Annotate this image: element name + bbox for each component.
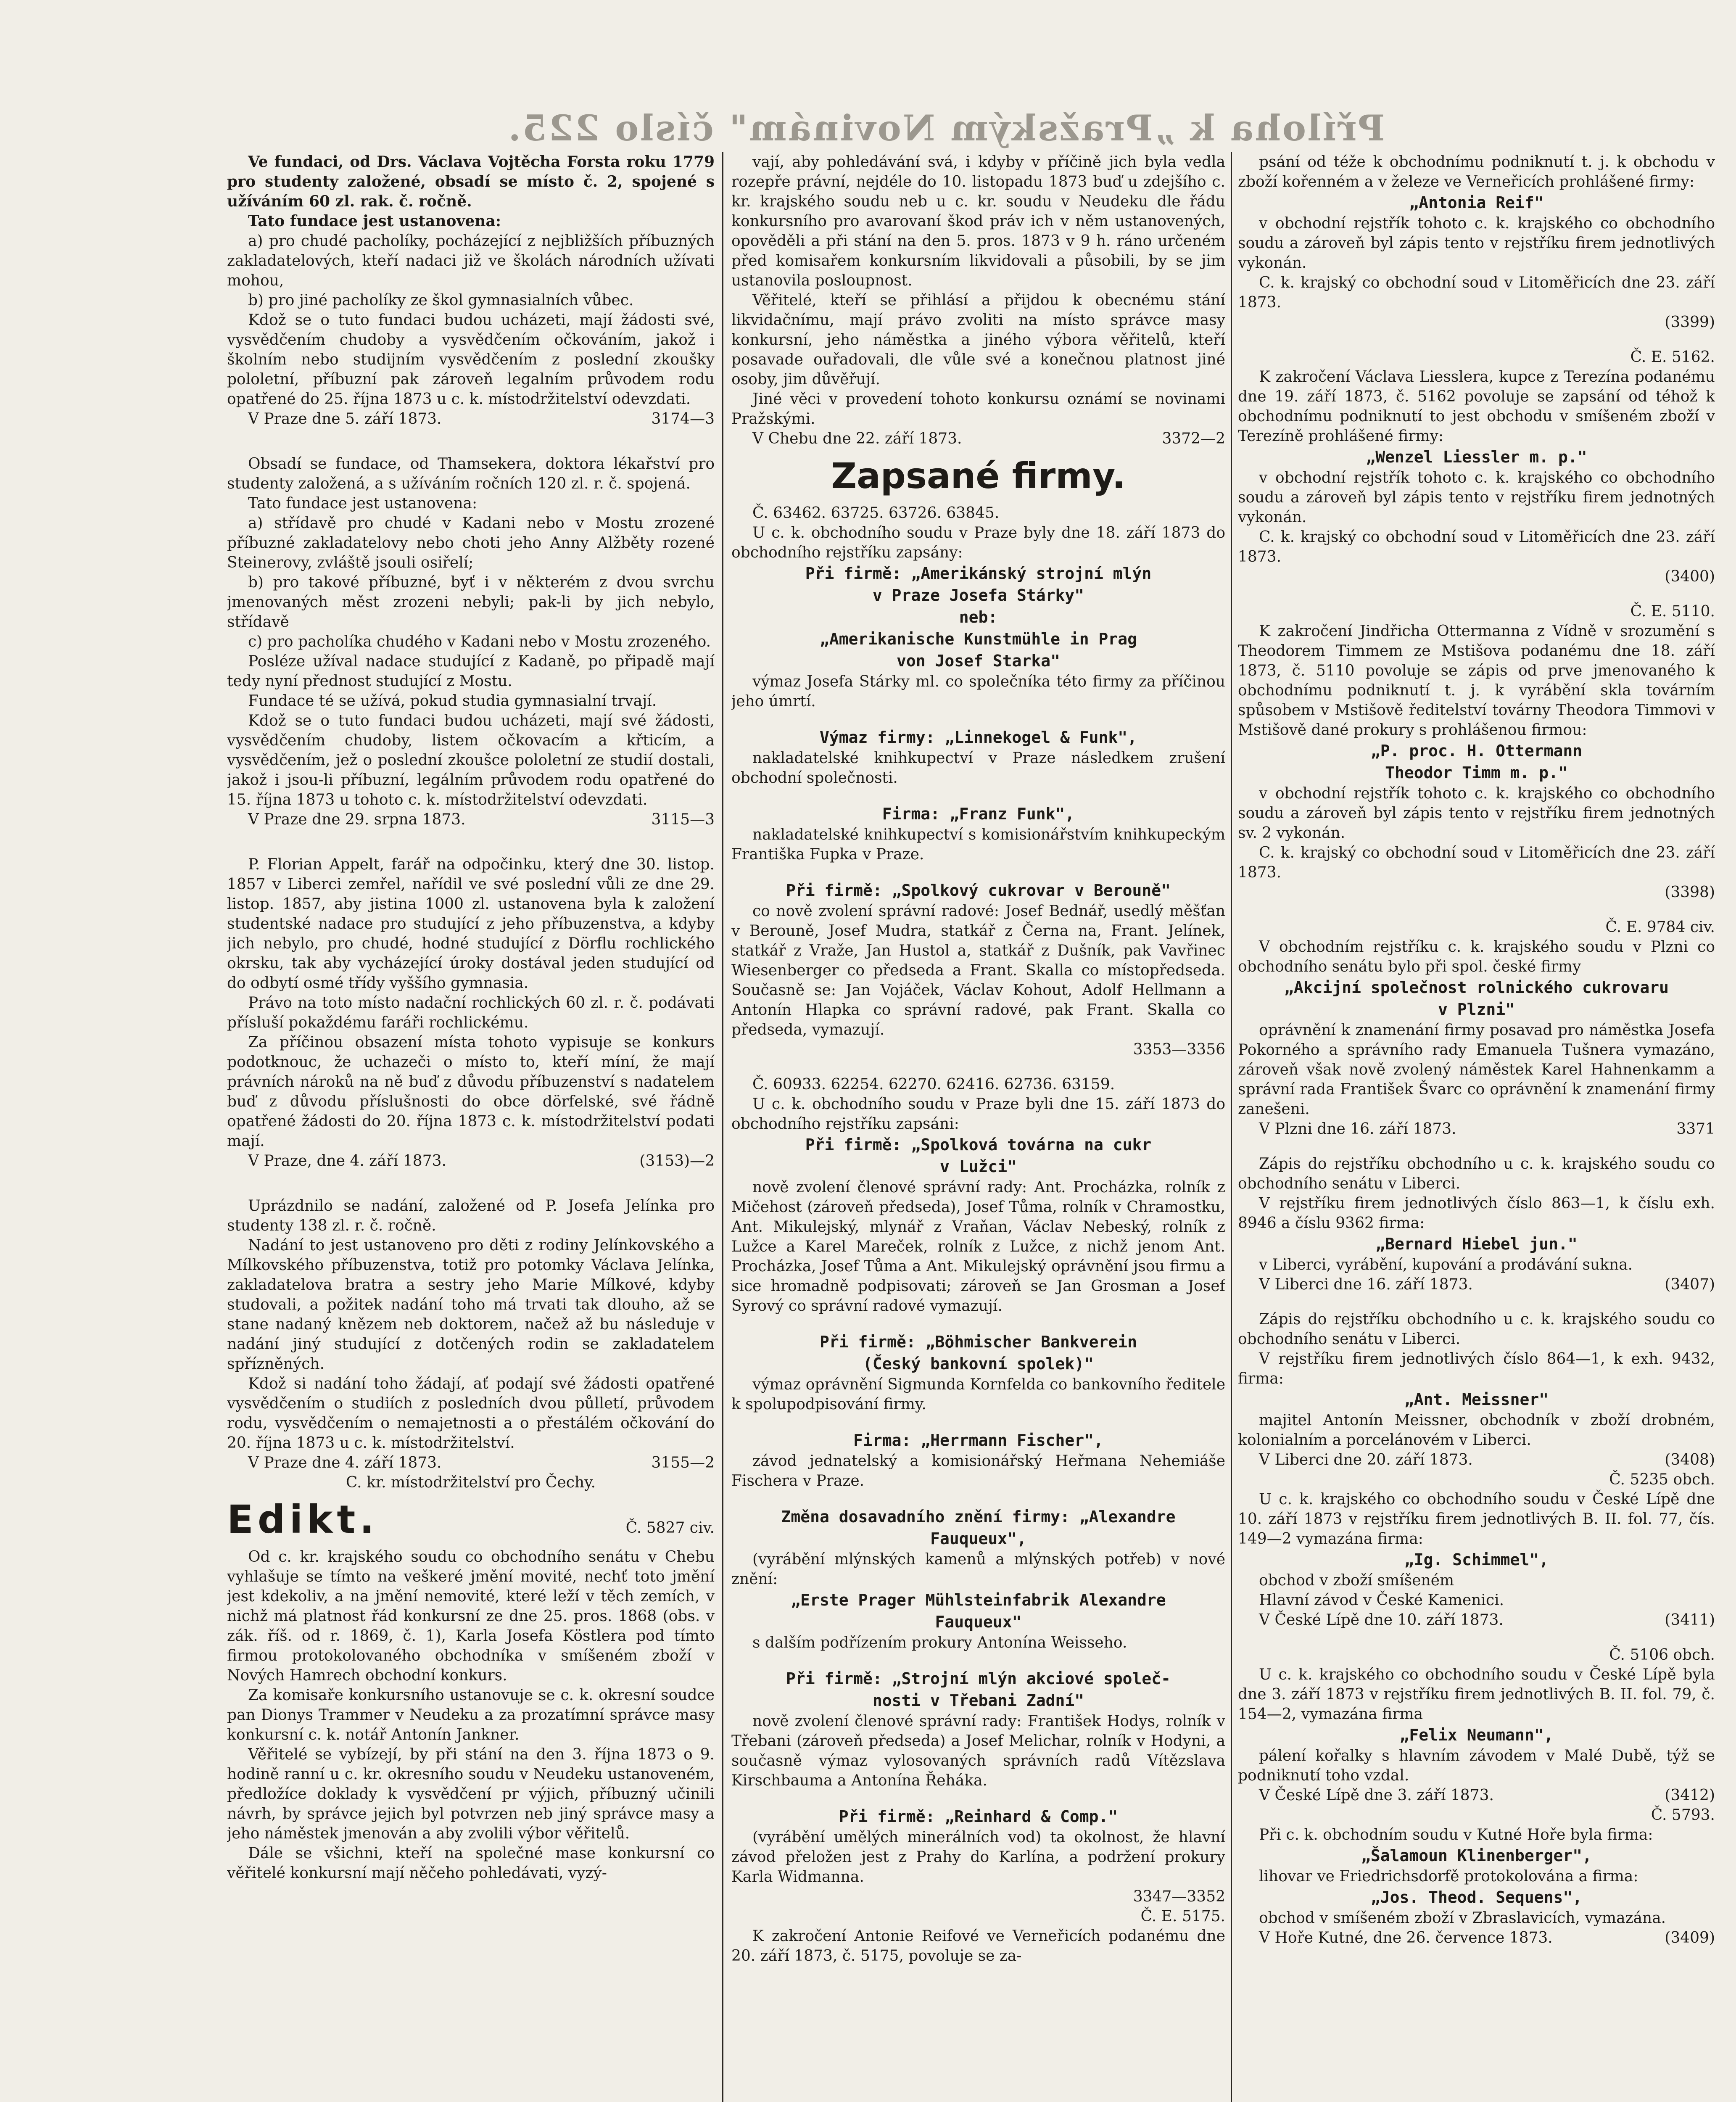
notice-signature: [227, 1151, 715, 1171]
firm-name: nosti v Třebani Zadní": [872, 1691, 1084, 1710]
notice-paragraph: V obchodním rejstříku c. k. krajského soudu v Plzni co obchodního senátu bylo při spol. české firmy: [1238, 938, 1715, 975]
register-number: Č. 63462. 63725. 63726. 63845.: [752, 504, 1000, 522]
notice-paragraph: Kdož se o tuto fundaci budou ucházeti, mají žádosti své, vysvědčením chudoby a vysvědčením očkováním, jakož i školním nebo studijním vysvědčením z poslední zkoušky pololetní, příbuzní pak zároveň legalním průvodem rodu opatřené do 25. října 1873 u c. k. místodržitelství odevzdati.: [227, 312, 715, 408]
notice-date: V Praze dne 5. září 1873.: [248, 410, 442, 428]
notice-date: V Praze dne 29. srpna 1873.: [248, 811, 466, 828]
notice-paragraph: b) pro jiné pacholíky ze škol gymnasialních vůbec.: [248, 292, 634, 309]
notice-number: 3353—3356: [1133, 1041, 1225, 1058]
notice-signature: [1238, 1785, 1715, 1805]
register-number: Č. 5106 obch.: [1609, 1646, 1715, 1664]
firm-name: von Josef Starka": [897, 652, 1060, 670]
notice-paragraph: závod jednatelský a komisionářský Heřmana Nehemiáše Fischera v Praze.: [731, 1452, 1225, 1489]
notice-paragraph: výmaz oprávnění Sigmunda Kornfelda co bankovního ředitele k spolupodpisování firmy.: [731, 1376, 1225, 1413]
notice-paragraph: C. k. krajský co obchodní soud v Litoměřicích dne 23. září 1873.: [1238, 844, 1715, 881]
register-number: Č. E. 5162.: [1630, 349, 1715, 366]
notice-paragraph: Zápis do rejstříku obchodního u c. k. krajského soudu co obchodního senátu v Liberci.: [1238, 1155, 1715, 1192]
notice-number: 3371: [1676, 1120, 1715, 1138]
notice-paragraph: Tato fundace jest ustanovena:: [248, 212, 501, 230]
notice-signature: [1238, 1928, 1715, 1948]
notice-date: V České Lípě dne 10. září 1873.: [1259, 1611, 1504, 1629]
notice-date: V Praze, dne 4. září 1873.: [248, 1152, 446, 1170]
firm-name: „Ig. Schimmel",: [1404, 1550, 1549, 1569]
column-2: [731, 152, 1225, 2102]
firm-name: „P. proc. H. Ottermann: [1370, 742, 1583, 760]
notice-paragraph: Věřitelé, kteří se přihlásí a přijdou k obecnému stání likvidačnímu, mají právo zvoliti na místo správce masy konkursní, jeho náměstka a jiného výbora věřitelů, kteří posavade ouřadovali, dle vůle své a konečnou platnost jiné osoby, jim důvěřují.: [731, 292, 1225, 388]
notice-paragraph: V rejstříku firem jednotlivých číslo 863—1, k číslu exh. 8946 a číslu 9362 firma:: [1238, 1195, 1715, 1232]
register-number: Č. 5793.: [1651, 1806, 1715, 1824]
register-number: Č. E. 9784 civ.: [1605, 919, 1715, 936]
edikt-number: Č. 5827 civ.: [625, 1519, 715, 1537]
notice-number: 3372—2: [1162, 430, 1225, 447]
notice-paragraph: Ve fundaci, od Drs. Václava Vojtěcha Forsta roku 1779 pro studenty založené, obsadí se místo č. 2, spojené s užíváním 60 zl. rak. č. ročně.: [227, 153, 715, 210]
notice-paragraph: (vyrábění mlýnských kamenů a mlýnských potřeb) v nové znění:: [731, 1551, 1225, 1588]
firm-name: Změna dosavadního znění firmy: „Alexandre: [781, 1508, 1176, 1526]
notice-signature: [227, 409, 715, 429]
firm-name: Fauqueux",: [930, 1529, 1026, 1548]
firm-name: „Felix Neumann",: [1399, 1726, 1554, 1744]
notice-signature: [731, 429, 1225, 449]
notice-paragraph: Při c. k. obchodním soudu v Kutné Hoře byla firma:: [1259, 1826, 1653, 1843]
notice-paragraph: v Liberci, vyrábění, kupování a prodávání sukna.: [1259, 1256, 1633, 1273]
notice-number: (3398): [1665, 884, 1715, 901]
firm-name: Při firmě: „Spolková továrna na cukr: [805, 1136, 1152, 1154]
notice-paragraph: v obchodní rejstřík tohoto c. k. krajského co obchodního soudu a zároveň byl zápis tento v rejstříku firem jednotných vykonán.: [1238, 469, 1715, 526]
notice-paragraph: a) střídavě pro chudé v Kadani nebo v Mostu zrozené příbuzné zakladatelovy nebo choti jeho Anny Alžběty rozené Steinerovy, zvláště jsouli osiřelí;: [227, 515, 715, 571]
notice-signature: [227, 810, 715, 829]
column-1: [227, 152, 715, 2102]
notice-paragraph: obchod v smíšeném zboží v Zbraslavicích, vymazána.: [1259, 1909, 1666, 1927]
notice-paragraph: v obchodní rejstřík tohoto c. k. krajského co obchodního soudu a zároveň byl zápis tento v rejstříku firem jednotlivých vykonán.: [1238, 215, 1715, 272]
notice-paragraph: (vyrábění umělých minerálních vod) ta okolnost, že hlavní závod přeložen jest z Prahy do Karlína, a podržení prokury Karla Widmanna.: [731, 1829, 1225, 1885]
notice-paragraph: Právo na toto místo nadační rochlických 60 zl. r. č. podávati přísluší pokaždému faráři rochlickému.: [227, 994, 715, 1031]
notice-paragraph: c) pro pacholíka chudého v Kadani nebo v Mostu zrozeného.: [248, 633, 711, 650]
notice-paragraph: Fundace té se užívá, pokud studia gymnasialní trvají.: [248, 692, 657, 710]
register-number: Č. E. 5110.: [1630, 603, 1715, 620]
notice-paragraph: psání od téže k obchodnímu podniknutí t. j. k obchodu v zboží kořenném a v železe ve Verneřicích prohlášené firmy:: [1238, 153, 1715, 190]
notice-paragraph: K zakročení Antonie Reifové ve Verneřicích podanému dne 20. září 1873, č. 5175, povoluje se za-: [731, 1928, 1225, 1965]
firm-name: Při firmě: „Reinhard & Comp.": [839, 1807, 1118, 1826]
firm-name: v Lužci": [939, 1157, 1017, 1176]
firm-name: Výmaz firmy: „Linnekogel & Funk",: [820, 728, 1137, 747]
notice-number: (3409): [1665, 1929, 1715, 1946]
notice-paragraph: Kdož si nadání toho žádají, ať podají své žádosti opatřené vysvědčením o studiích z posledních dvou půlletí, průvodem rodu, vysvědčením o nemajetnosti a o přestálém očkování do 20. října 1873 u c. k. místodržitelství.: [227, 1375, 715, 1452]
notice-paragraph: U c. k. krajského co obchodního soudu v České Lípě byla dne 3. září 1873 v rejstříku firem jednotlivých B. II. fol. 79, č. 154—2, vymazána firma: [1238, 1666, 1715, 1723]
notice-paragraph: Posléze užíval nadace studující z Kadaně, po připadě mají tedy nyní přednost studující z Mostu.: [227, 653, 715, 690]
notice-number: 3115—3: [651, 811, 715, 828]
firm-name: „Erste Prager Mühlsteinfabrik Alexandre: [791, 1591, 1166, 1609]
firm-name: Fauqueux": [935, 1613, 1022, 1631]
notice-paragraph: C. k. krajský co obchodní soud v Litoměřicích dne 23. září 1873.: [1238, 274, 1715, 311]
notice-date: V Hoře Kutné, dne 26. července 1873.: [1259, 1929, 1553, 1946]
notice-paragraph: K zakročení Jindřicha Ottermanna z Vídně v srozumění s Theodorem Timmem ze Mstišova podanému dne 18. září 1873, č. 5110 povoluje se zápis od prve jmenovaného k obchodnímu podniknutí t. j. k vyrábění skla továrním spůsobem v Mstišově ředitelství továrny Theodora Timmovi v Mstišově dané prokury s prohlášenou firmou:: [1238, 623, 1715, 739]
firm-name: „Amerikanische Kunstmühle in Prag: [820, 630, 1137, 648]
notice-date: V Liberci dne 16. září 1873.: [1259, 1276, 1473, 1293]
notice-paragraph: Obsadí se fundace, od Thamsekera, doktora lékařství pro studenty založená, a s užíváním ročních 120 zl. r. č. spojená.: [227, 455, 715, 492]
notice-number: 3174—3: [651, 410, 715, 428]
notice-paragraph: Od c. kr. krajského soudu co obchodního senátu v Chebu vyhlašuje se tímto na veškeré jmění movité, nechť toto jmění jest kdekoliv, a na jmění nemovité, které leží v těch zemích, v nichž má platnost řád konkursní ze dne 25. pros. 1868 (obs. v zák. říš. od r. 1869, č. 1), Karla Josefa Köstlera pod tímto firmou protokolovaného obchodníka v smíšeném zboží v Nových Hamrech obchodní konkurs.: [227, 1548, 715, 1684]
firm-name: „Jos. Theod. Sequens",: [1370, 1888, 1583, 1907]
notice-paragraph: b) pro takové příbuzné, byť i v některém z dvou svrchu jmenovaných měst zrozeni nebyli; pak-li by jich nebylo, střídavě: [227, 574, 715, 631]
firm-name: „Ant. Meissner": [1404, 1390, 1549, 1409]
register-number: Č. E. 5175.: [1140, 1908, 1225, 1925]
notice-paragraph: K zakročení Václava Liesslera, kupce z Terezína podanému dne 19. září 1873, č. 5162 povoluje se zapsání od téhož k obchodnímu podniknutí to jest obchodu v smíšeném zboží v Terezíně prohlášené firmy:: [1238, 368, 1715, 445]
notice-paragraph: s dalším podřízením prokury Antonína Weisseho.: [752, 1634, 1127, 1651]
notice-paragraph: Zápis do rejstříku obchodního u c. k. krajského soudu co obchodního senátu v Liberci.: [1238, 1311, 1715, 1348]
notice-signature: [1238, 1119, 1715, 1139]
notice-paragraph: Hlavní závod v České Kamenici.: [1259, 1592, 1504, 1609]
notice-paragraph: U c. k. obchodního soudu v Praze byly dne 18. září 1873 do obchodního rejstříku zapsány:: [731, 524, 1225, 561]
notice-date: V České Lípě dne 3. září 1873.: [1259, 1787, 1494, 1804]
firm-name: Při firmě: „Spolkový cukrovar v Berouně": [786, 881, 1171, 900]
notice-paragraph: Nadání to jest ustanoveno pro děti z rodiny Jelínkovského a Mílkovského příbuzenstva, totiž pro potomky Václava Jelínka, zakladatelova bratra a sestry jeho Marie Mílkové, kdyby studovali, a požitek nadání toho má trvati tak dlouho, až se stane nadaný knězem neb doktorem, načež až bu následuje v nadání jiný studující z dotčených rodin se zakladatelem spřízněných.: [227, 1237, 715, 1373]
register-number: Č. 5235 obch.: [1609, 1471, 1715, 1488]
notice-paragraph: majitel Antonín Meissner, obchodník v zboží drobném, kolonialním a porcelánovém v Liberci.: [1238, 1412, 1715, 1449]
issuing-office: C. kr. místodržitelství pro Čechy.: [346, 1474, 596, 1491]
notice-paragraph: co nově zvolení správní radové: Josef Bednář, usedlý měšťan v Berouně, Josef Mudra, statkář z Černa na, Frant. Jelínek, statkář z Vraže, Jan Hustol a, statkář z Dušník, pak Vavřinec Wiesenberger co předseda a Frant. Skalla co místopředseda. Současně se: Jan Vojáček, Václav Kohout, Adolf Hellmann a Antonín Hlapka co správní radové, pak Frant. Skalla co předseda, vymazují.: [731, 903, 1225, 1038]
notice-paragraph: nakladatelské knihkupectví s komisionářstvím knihkupeckým Františka Fupka v Praze.: [731, 826, 1225, 863]
notice-paragraph: vají, aby pohledávání svá, i kdyby v příčině jich byla vedla rozepře právní, nejdéle do 10. listopadu 1873 buď u zdejšího c. kr. krajského soudu neb u c. kr. soudu v Neudeku dle řádu konkursního pro avarovaní škod práv ich v něm ustanovených, opověděli a při stání na den 5. pros. 1873 v 9 h. ráno určeném před komisařem konkursním likvidovali a působili, by se jim ustanovila posloupnost.: [731, 153, 1225, 289]
notice-signature: [1238, 1450, 1715, 1470]
notice-number: (3399): [1665, 314, 1715, 331]
firm-name: neb:: [959, 608, 998, 626]
notice-paragraph: a) pro chudé pacholíky, pocházející z nejbližších příbuzných zakladatelových, kteří nadaci již ve školách národních užívati mohou,: [227, 232, 715, 289]
notice-number: (3408): [1665, 1451, 1715, 1468]
notice-number: 3347—3352: [1133, 1888, 1225, 1905]
edikt-heading: [227, 1492, 715, 1547]
notice-paragraph: lihovar ve Friedrichsdorfě protokolována a firma:: [1259, 1868, 1638, 1885]
register-number: Č. 60933. 62254. 62270. 62416. 62736. 63159.: [752, 1076, 1115, 1093]
notice-date: V Plzni dne 16. září 1873.: [1259, 1120, 1456, 1138]
notice-number: (3411): [1665, 1611, 1715, 1629]
firm-name: „Šalamoun Klinenberger",: [1361, 1846, 1592, 1865]
notice-paragraph: Jiné věci v provedení tohoto konkursu oznámí se novinami Pražskými.: [731, 391, 1225, 428]
notice-paragraph: oprávnění k znamenání firmy posavad pro náměstka Josefa Pokorného a správního rady Emanuela Tušnera vymazáno, zároveň však nově zvolený náměstek Karel Hahnenkamm a správní rada František Švarc co oprávnění k znamenání firmy zanešeni.: [1238, 1022, 1715, 1118]
notice-paragraph: V rejstříku firem jednotlivých číslo 864—1, k exh. 9432, firma:: [1238, 1350, 1715, 1387]
firm-name: „Akcijní společnost rolnického cukrovaru: [1284, 978, 1669, 997]
notice-paragraph: pálení kořalky s hlavním závodem v Malé Dubě, týž se podniknutí toho vzdal.: [1238, 1747, 1715, 1784]
notice-number: (3412): [1665, 1787, 1715, 1804]
firm-name: v Praze Josefa Stárky": [872, 586, 1084, 605]
notice-paragraph: výmaz Josefa Stárky ml. co společníka této firmy za příčinou jeho úmrtí.: [731, 673, 1225, 710]
notice-paragraph: nakladatelské knihkupectví v Praze následkem zrušení obchodní společnosti.: [731, 750, 1225, 787]
notice-date: V Chebu dne 22. září 1873.: [752, 430, 962, 447]
notice-paragraph: Uprázdnilo se nadání, založené od P. Josefa Jelínka pro studenty 138 zl. r. č. ročně.: [227, 1197, 715, 1234]
notice-number: (3400): [1665, 568, 1715, 585]
notice-paragraph: Tato fundace jest ustanovena:: [248, 495, 478, 512]
firm-name: „Wenzel Liessler m. p.": [1366, 448, 1587, 466]
firm-name: Při firmě: „Amerikánský strojní mlýn: [805, 564, 1152, 583]
notice-paragraph: Kdož se o tuto fundaci budou ucházeti, mají své žádosti, vysvědčením chudoby, listem očkovacím a křticím, a vysvědčením, jež o poslední zkoušce pololetní ze studií dostali, jakož i jsou-li příbuzní, legálním průvodem rodu opatřené do 15. října 1873 u tohoto c. k. místodržitelství odevzdati.: [227, 712, 715, 808]
notice-paragraph: Dále se všichni, kteří na společné mase konkursní co věřitelé konkursní mají něčeho pohledávati, vyzý-: [227, 1845, 715, 1882]
firm-name: Při firmě: „Böhmischer Bankverein: [820, 1333, 1137, 1351]
notice-paragraph: nově zvolení členové správní rady: Ant. Procházka, rolník z Mičehost (zároveň předseda), Josef Tůma, rolník v Chramostku, Ant. Mikulejský, mlynář z Vraňan, Václav Nebeský, rolník z Lužce a Karel Mareček, rolník z Lužce, z nichž jenom Ant. Procházka, Josef Tůma a Ant. Mikulejský oprávnění jsou firmu a sice hromadně podpisovati; zároveň se Jan Grosman a Josef Syrový co správní radové vymazují.: [731, 1179, 1225, 1315]
section-heading: Zapsané firmy.: [831, 455, 1126, 496]
notice-paragraph: Věřitelé se vybízejí, by při stání na den 3. října 1873 o 9. hodině ranní u c. kr. okresního soudu v Neudeku ustanoveném, předložíce doklady k vysvědčení pr výjich, příbuzný učinili návrh, by správce jejich byl potvrzen neb jiný správce masy a jeho náměstek jmenován a aby zvolili výbor věřitelů.: [227, 1746, 715, 1842]
notice-paragraph: P. Florian Appelt, farář na odpočinku, který dne 30. listop. 1857 v Liberci zemřel, nařídil ve své poslední vůli ze dne 29. listop. 1857, aby jistina 1000 zl. ustanovena byla k založení studentské nadace pro studující z jeho příbuzenstva, a kdyby jich nebylo, pro chudé, hodné studující z Dörflu rochlického okrsku, tak aby vycházející úroky dostával jeden studující od do odbytí osmé třídy vyššího gymnasia.: [227, 856, 715, 992]
notice-number: (3407): [1665, 1276, 1715, 1293]
notice-paragraph: U c. k. krajského co obchodního soudu v České Lípě dne 10. září 1873 v rejstříku firem jednotlivých B. II. fol. 77, čís. 149—2 vymazána firma:: [1238, 1491, 1715, 1547]
notice-paragraph: C. k. krajský co obchodní soud v Litoměřicích dne 23. září 1873.: [1238, 528, 1715, 565]
notice-paragraph: Za příčinou obsazení místa tohoto vypisuje se konkurs podotknouc, že uchazeči o místo to, kteří míní, že mají právních nároků na ně buď z důvodu příbuzenství s nadatelem buď z důvodu příslušnosti do obce dörfelské, své řádně opatřené žádosti do 20. října 1873 c. k. místodržitelství podati mají.: [227, 1034, 715, 1150]
notice-paragraph: v obchodní rejstřík tohoto c. k. krajského co obchodního soudu a zároveň byl zápis tento v rejstříku firem jednotných sv. 2 vykonán.: [1238, 785, 1715, 842]
firm-name: Při firmě: „Strojní mlýn akciové společ-: [786, 1669, 1171, 1688]
notice-date: V Praze dne 4. září 1873.: [248, 1454, 442, 1471]
firm-name: „Antonia Reif": [1409, 193, 1544, 212]
edikt-title: Edikt.: [227, 1497, 379, 1542]
firm-name: Firma: „Herrmann Fischer",: [853, 1431, 1103, 1450]
notice-number: 3155—2: [651, 1454, 715, 1471]
notice-signature: [1238, 1275, 1715, 1294]
notice-paragraph: U c. k. obchodního soudu v Praze byli dne 15. září 1873 do obchodního rejstříku zapsáni:: [731, 1096, 1225, 1133]
firm-name: „Bernard Hiebel jun.": [1375, 1235, 1578, 1253]
notice-date: V Liberci dne 20. září 1873.: [1259, 1451, 1473, 1468]
firm-name: Theodor Timm m. p.": [1385, 763, 1568, 782]
notice-paragraph: Za komisaře konkursního ustanovuje se c. k. okresní soudce pan Dionys Trammer v Neudeku a za prozatímní správce masy konkursní c. k. notář Antonín Jankner.: [227, 1687, 715, 1743]
notice-paragraph: nově zvolení členové správní rady: František Hodys, rolník v Třebani (zároveň předseda) a Josef Melichar, rolník v Hodyni, a současně výmaz vylosovaných správních radů Vítězslava Kirschbauma a Antonína Řeháka.: [731, 1713, 1225, 1789]
firm-name: Firma: „Franz Funk",: [882, 805, 1075, 823]
notice-paragraph: obchod v zboží smíšeném: [1259, 1572, 1454, 1589]
notice-signature: [227, 1453, 715, 1473]
firm-name: v Plzni": [1438, 1000, 1515, 1019]
notice-signature: [1238, 1610, 1715, 1630]
firm-name: (Český bankovní spolek)": [863, 1355, 1094, 1373]
running-head-mirrored: Příloha k „Pražským Novinám" číslo 225.: [507, 107, 1385, 149]
column-rule: [1231, 152, 1232, 2102]
column-3: [1238, 152, 1715, 2102]
notice-number: (3153)—2: [639, 1152, 715, 1170]
column-rule: [722, 152, 723, 2102]
